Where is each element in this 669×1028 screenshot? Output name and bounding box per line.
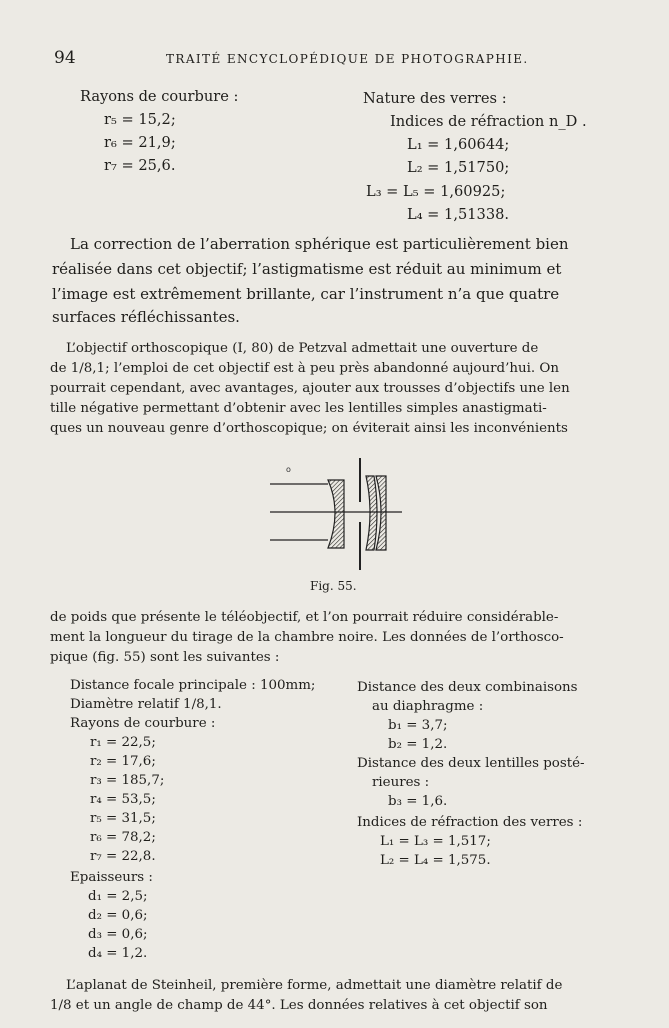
running-title: TRAITÉ ENCYCLOPÉDIQUE DE PHOTOGRAPHIE. <box>166 52 529 66</box>
data-line: d₃ = 0,6; <box>88 927 148 942</box>
paragraph-line: pique (fig. 55) sont les suivantes : <box>50 650 280 665</box>
data-line: d₄ = 1,2. <box>88 946 148 961</box>
data-line: L₂ = L₄ = 1,575. <box>380 853 491 868</box>
data-line: b₂ = 1,2. <box>388 737 448 752</box>
top-left-line: r₆ = 21,9; <box>104 134 176 151</box>
rear-lens-negative <box>366 476 377 550</box>
data-line: r₂ = 17,6; <box>90 754 156 769</box>
front-lens <box>328 480 344 548</box>
top-left-line: r₇ = 25,6. <box>104 157 176 174</box>
figure-caption: Fig. 55. <box>310 579 357 593</box>
paragraph-line: ment la longueur du tirage de la chambre noire. Les données de l’orthosco- <box>50 630 564 645</box>
data-line: Distance des deux combinaisons <box>357 680 578 695</box>
data-line: au diaphragme : <box>372 699 484 714</box>
data-line: L₁ = L₃ = 1,517; <box>380 834 491 849</box>
figure-mark: o <box>286 465 291 474</box>
lens-diagram <box>270 456 410 574</box>
page-header <box>54 48 629 70</box>
data-line: Rayons de courbure : <box>70 716 216 731</box>
data-line: r₁ = 22,5; <box>90 735 156 750</box>
paragraph-line: l’image est extrêmement brillante, car l’instrument n’a que quatre <box>52 285 560 303</box>
data-line: rieures : <box>372 775 430 790</box>
data-line: b₁ = 3,7; <box>388 718 448 733</box>
data-line: Indices de réfraction des verres : <box>357 815 583 830</box>
data-line: Distance focale principale : 100mm; <box>70 678 316 693</box>
paragraph-line: de 1/8,1; l’emploi de cet objectif est à peu près abandonné aujourd’hui. On <box>50 361 559 376</box>
top-left-heading: Rayons de courbure : <box>80 88 239 105</box>
top-right-line: L₄ = 1,51338. <box>407 206 510 223</box>
data-line: r₅ = 31,5; <box>90 811 156 826</box>
paragraph-line: pourrait cependant, avec avantages, ajouter aux trousses d’objectifs une len <box>50 381 570 396</box>
top-right-line: L₂ = 1,51750; <box>407 159 510 176</box>
data-line: Epaisseurs : <box>70 870 153 885</box>
paragraph-line: 1/8 et un angle de champ de 44°. Les données relatives à cet objectif son <box>50 998 548 1013</box>
paragraph-line: surfaces réfléchissantes. <box>52 308 240 326</box>
top-left-line: r₅ = 15,2; <box>104 111 176 128</box>
data-line: r₄ = 53,5; <box>90 792 156 807</box>
paragraph-line: ques un nouveau genre d’orthoscopique; on éviterait ainsi les inconvénients <box>50 421 568 436</box>
paragraph-line: tille négative permettant d’obtenir avec les lentilles simples anastigmati- <box>50 401 547 416</box>
data-line: r₃ = 185,7; <box>90 773 165 788</box>
data-line: r₆ = 78,2; <box>90 830 156 845</box>
paragraph-line: La correction de l’aberration sphérique est particulièrement bien <box>70 235 569 253</box>
paragraph-line: de poids que présente le téléobjectif, et l’on pourrait réduire considérable- <box>50 610 559 625</box>
data-line: d₁ = 2,5; <box>88 889 148 904</box>
paragraph-line: L’aplanat de Steinheil, première forme, admettait une diamètre relatif de <box>66 978 563 993</box>
top-right-subheading: Indices de réfraction n_D . <box>390 113 587 130</box>
top-right-line: L₁ = 1,60644; <box>407 136 510 153</box>
top-right-line: L₃ = L₅ = 1,60925; <box>366 183 506 200</box>
paragraph-line: réalisée dans cet objectif; l’astigmatisme est réduit au minimum et <box>52 260 562 278</box>
data-line: d₂ = 0,6; <box>88 908 148 923</box>
data-line: r₇ = 22,8. <box>90 849 156 864</box>
data-line: Diamètre relatif 1/8,1. <box>70 697 222 712</box>
page-number: 94 <box>54 48 76 68</box>
data-line: Distance des deux lentilles posté- <box>357 756 585 771</box>
paragraph-line: L’objectif orthoscopique (I, 80) de Petzval admettait une ouverture de <box>66 341 539 356</box>
data-line: b₃ = 1,6. <box>388 794 448 809</box>
top-right-heading: Nature des verres : <box>363 90 507 107</box>
